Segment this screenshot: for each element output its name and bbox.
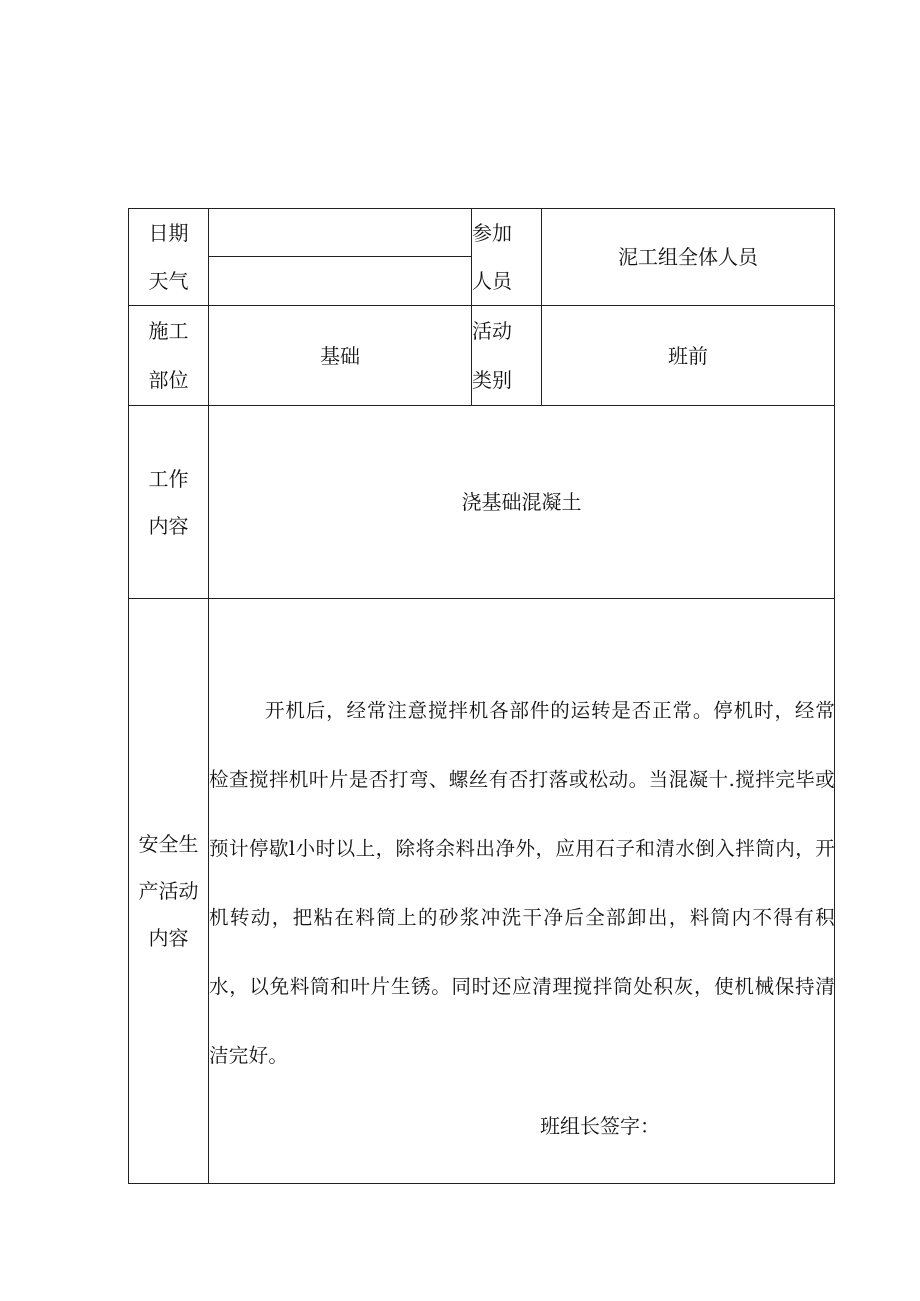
activity-type-value-text: 班前: [668, 343, 708, 368]
date-field[interactable]: [209, 209, 471, 256]
location-value-text: 基础: [320, 343, 360, 368]
location-label-line2: 部位: [148, 368, 189, 393]
safety-label-line2: 产活动: [138, 879, 199, 903]
date-label: [129, 209, 208, 256]
participants-label-line2: 人员: [472, 269, 512, 293]
activity-type-label: [472, 306, 541, 405]
safety-label-line1: 安全生: [138, 832, 199, 856]
safety-content-label: [129, 599, 208, 1183]
activity-type-label-line2: 类别: [472, 368, 512, 393]
work-content-value: [209, 406, 834, 598]
weather-field[interactable]: [209, 257, 471, 305]
location-value: [209, 306, 471, 405]
activity-type-value: [542, 306, 834, 405]
safety-label-line3: 内容: [148, 926, 189, 950]
work-label-line1: 工作: [148, 466, 189, 491]
work-content-label: [129, 406, 208, 598]
weather-label-text: 天气: [148, 269, 189, 293]
participants-value: [542, 209, 834, 305]
participants-label-line1: 参加: [472, 221, 512, 245]
location-label-line1: 施工: [148, 318, 189, 343]
work-label-line2: 内容: [148, 513, 189, 538]
date-label-text: 日期: [148, 220, 189, 245]
weather-label: [129, 257, 208, 305]
activity-type-label-line1: 活动: [472, 318, 512, 343]
team-leader-signature-label: 班组长签字：: [540, 1114, 660, 1138]
row-divider-3: [128, 598, 835, 599]
participants-value-text: 泥工组全体人员: [618, 245, 758, 269]
location-label: [129, 306, 208, 405]
table-border-bottom: [128, 1183, 835, 1184]
safety-content-text: 开机后，经常注意搅拌机各部件的运转是否正常。停机时，经常检查搅拌机叶片是否打弯、螺丝有否打落或松动。当混凝十.搅拌完毕或预计停歇l小时以上，除将余料出净外，应用石子和清水倒入拌筒内，开机转动，把粘在料筒上的砂浆冲洗干净后全部卸出，料筒内不得有积水，以免料筒和叶片生锈。同时还应清理搅拌筒处积灰，使机械保持清洁完好。: [209, 699, 835, 1067]
work-content-text: 浇基础混凝土: [461, 490, 582, 514]
participants-label: [472, 209, 541, 305]
